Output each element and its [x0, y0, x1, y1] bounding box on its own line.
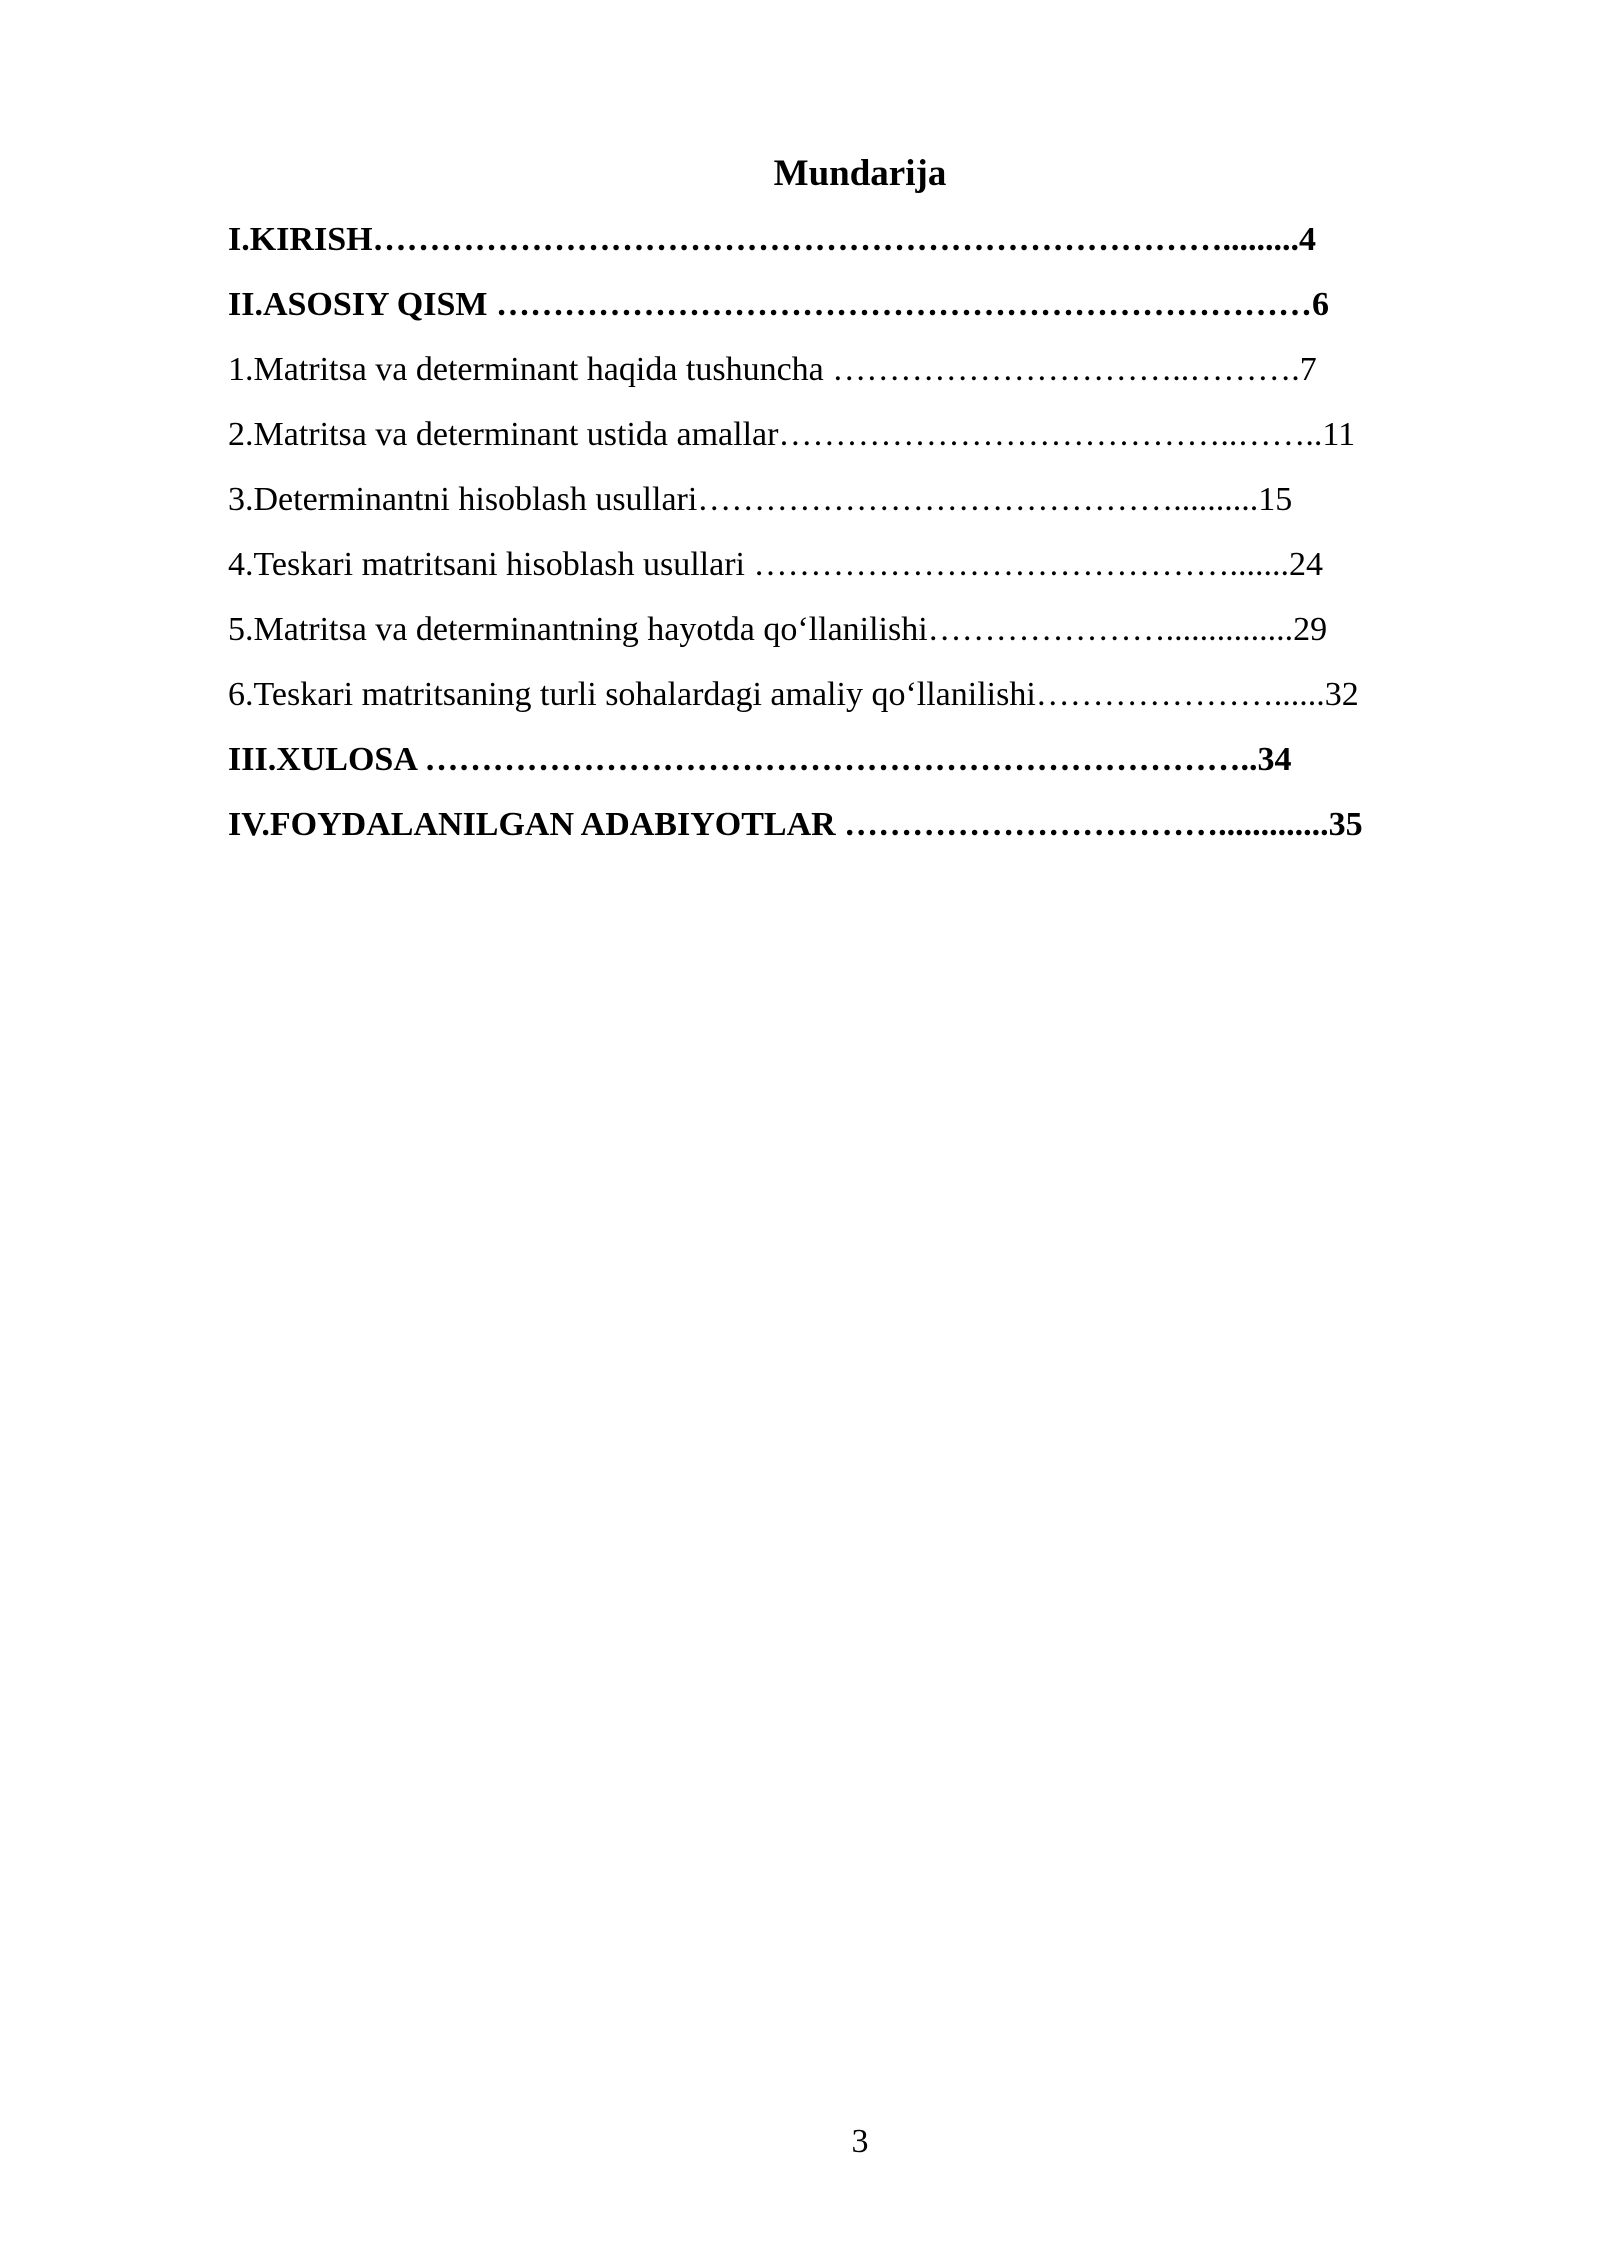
toc-entry-section-4: 4.Teskari matritsani hisoblash usullari …………………………………….......24 — [228, 546, 1323, 583]
toc-entry-section-1: 1.Matritsa va determinant haqida tushuncha …………………………..……….7 — [228, 351, 1317, 388]
toc-entry-section-5: 5.Matritsa va determinantning hayotda qo‘llanilishi…………………...............29 — [228, 611, 1328, 648]
table-of-contents — [228, 216, 1488, 866]
toc-entry-section-3: 3.Determinantni hisoblash usullari……………………………………..........15 — [228, 481, 1293, 518]
toc-entry-adabiyotlar: IV.FOYDALANILGAN ADABIYOTLAR …………………………….............35 — [228, 806, 1363, 843]
toc-entry-xulosa: III.XULOSA ………………………………………………………………..34 — [228, 741, 1292, 778]
toc-title: Mundarija — [773, 153, 947, 194]
toc-entry-kirish: I.KIRISH………………………………………………………………….........4 — [228, 221, 1317, 258]
toc-entry-section-2: 2.Matritsa va determinant ustida amallar…………………………………..……..11 — [228, 416, 1356, 453]
page-number: 3 — [851, 2123, 869, 2160]
toc-entry-asosiy-qism: II.ASOSIY QISM ………………………………………………………………6 — [228, 286, 1329, 323]
toc-entry-section-6: 6.Teskari matritsaning turli sohalardagi amaliy qo‘llanilishi…………………......32 — [228, 676, 1359, 713]
